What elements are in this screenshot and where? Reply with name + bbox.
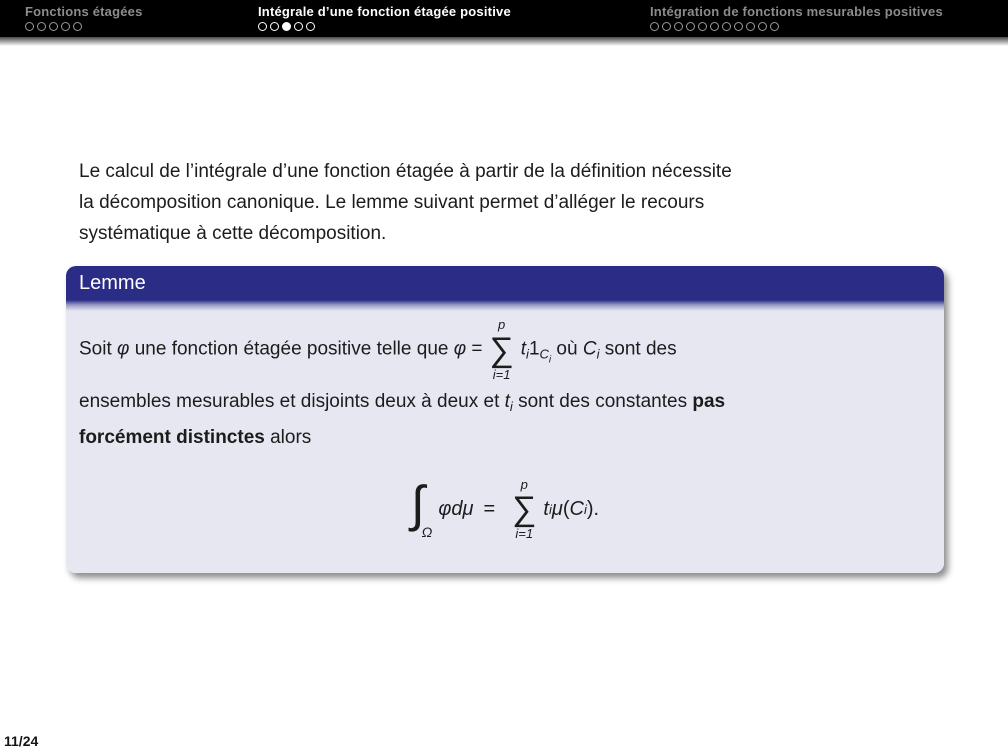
nav-dot[interactable] (258, 22, 267, 31)
lemma-block-body (66, 300, 944, 573)
variable-C: C (569, 497, 584, 520)
equals-sign: = (483, 497, 496, 520)
phi-symbol: φ (117, 338, 130, 360)
intro-paragraph (79, 156, 931, 249)
indicator-one: 1 (528, 338, 540, 360)
page-number: 11/24 (4, 733, 39, 749)
nav-dot[interactable] (294, 22, 303, 31)
emphasis-pas: pas (692, 391, 726, 413)
nav-dot[interactable] (746, 22, 755, 31)
lemma-text: Soit (79, 338, 118, 360)
lemma-text: ensembles mesurables et disjoints deux à deux et (79, 391, 505, 413)
nav-dot[interactable] (282, 22, 291, 31)
variable-t: t (504, 391, 510, 413)
lemma-text: = (466, 338, 483, 360)
nav-dot[interactable] (650, 22, 659, 31)
section-nav-dots[interactable] (258, 22, 511, 32)
sum-lower-limit: i=1 (515, 526, 534, 542)
header-section-fonctions-etagees[interactable] (25, 4, 143, 32)
subscript-i: i (583, 501, 587, 517)
nav-dot[interactable] (662, 22, 671, 31)
section-title[interactable]: Fonctions étagées (25, 4, 143, 19)
subscript-i: i (596, 346, 600, 362)
lemma-text: sont des constantes (512, 391, 693, 413)
nav-dot[interactable] (25, 22, 34, 31)
section-title[interactable]: Intégration de fonctions mesurables positives (650, 4, 943, 19)
lemma-statement-line2 (79, 386, 931, 453)
nav-dot[interactable] (722, 22, 731, 31)
header-section-integrale-fonction-etagee[interactable] (258, 4, 511, 32)
lemma-statement-line1 (79, 317, 931, 382)
nav-dot[interactable] (674, 22, 683, 31)
open-paren: ( (562, 497, 570, 520)
close-paren-period: ). (586, 497, 600, 520)
paragraph-line: la décomposition canonique. Le lemme suivant permet d’alléger le recours (79, 192, 705, 213)
lemma-block (66, 266, 944, 573)
section-nav-dots[interactable] (650, 22, 943, 32)
lemma-block-title: Lemme (66, 266, 944, 300)
nav-dot[interactable] (734, 22, 743, 31)
nav-dot[interactable] (770, 22, 779, 31)
nav-dot[interactable] (61, 22, 70, 31)
phi-symbol: φ (453, 338, 467, 360)
integral-icon: ∫ (410, 475, 425, 532)
section-nav-dots[interactable] (25, 22, 143, 32)
nav-dot[interactable] (698, 22, 707, 31)
lemma-text: une fonction étagée positive telle que (129, 338, 454, 360)
nav-dot[interactable] (710, 22, 719, 31)
nav-dot[interactable] (306, 22, 315, 31)
nav-dot[interactable] (270, 22, 279, 31)
lemma-text: où (551, 338, 583, 360)
subsubscript-i: i (548, 354, 552, 366)
integral-operator (410, 475, 433, 540)
summation-operator (490, 317, 514, 382)
emphasis-forcement-distinctes: forcément distinctes (79, 427, 265, 449)
integrand: φdμ (438, 497, 474, 520)
nav-dot[interactable] (758, 22, 767, 31)
lemma-text: sont des (599, 338, 677, 360)
headline-fade (0, 37, 1008, 46)
subscript-i: i (509, 399, 513, 415)
paragraph-line: systématique à cette décomposition. (79, 223, 387, 244)
summation-operator (512, 477, 536, 542)
subscript-C: C (539, 346, 549, 362)
subscript-i: i (548, 501, 552, 517)
headline-bar (0, 0, 1008, 37)
lemma-text: alors (264, 427, 312, 449)
integral-equation (79, 461, 931, 557)
sigma-icon: ∑ (512, 490, 537, 529)
nav-dot[interactable] (73, 22, 82, 31)
section-title[interactable]: Intégrale d’une fonction étagée positive (258, 4, 511, 19)
sum-upper-limit: p (520, 476, 528, 492)
paragraph-line: Le calcul de l’intégrale d’une fonction étagée à partir de la définition nécessite (79, 161, 732, 182)
variable-t: t (543, 497, 549, 520)
subscript-i: i (526, 346, 529, 362)
sigma-icon: ∑ (489, 330, 514, 369)
variable-C: C (582, 338, 597, 360)
nav-dot[interactable] (37, 22, 46, 31)
mu-symbol: μ (551, 497, 563, 520)
nav-dot[interactable] (686, 22, 695, 31)
header-section-integration-mesurables[interactable] (650, 4, 943, 32)
block-title-fade (66, 300, 944, 311)
sum-upper-limit: p (498, 317, 506, 332)
variable-t: t (520, 338, 527, 360)
omega-subscript: Ω (421, 523, 433, 540)
sum-lower-limit: i=1 (492, 366, 511, 382)
nav-dot[interactable] (49, 22, 58, 31)
